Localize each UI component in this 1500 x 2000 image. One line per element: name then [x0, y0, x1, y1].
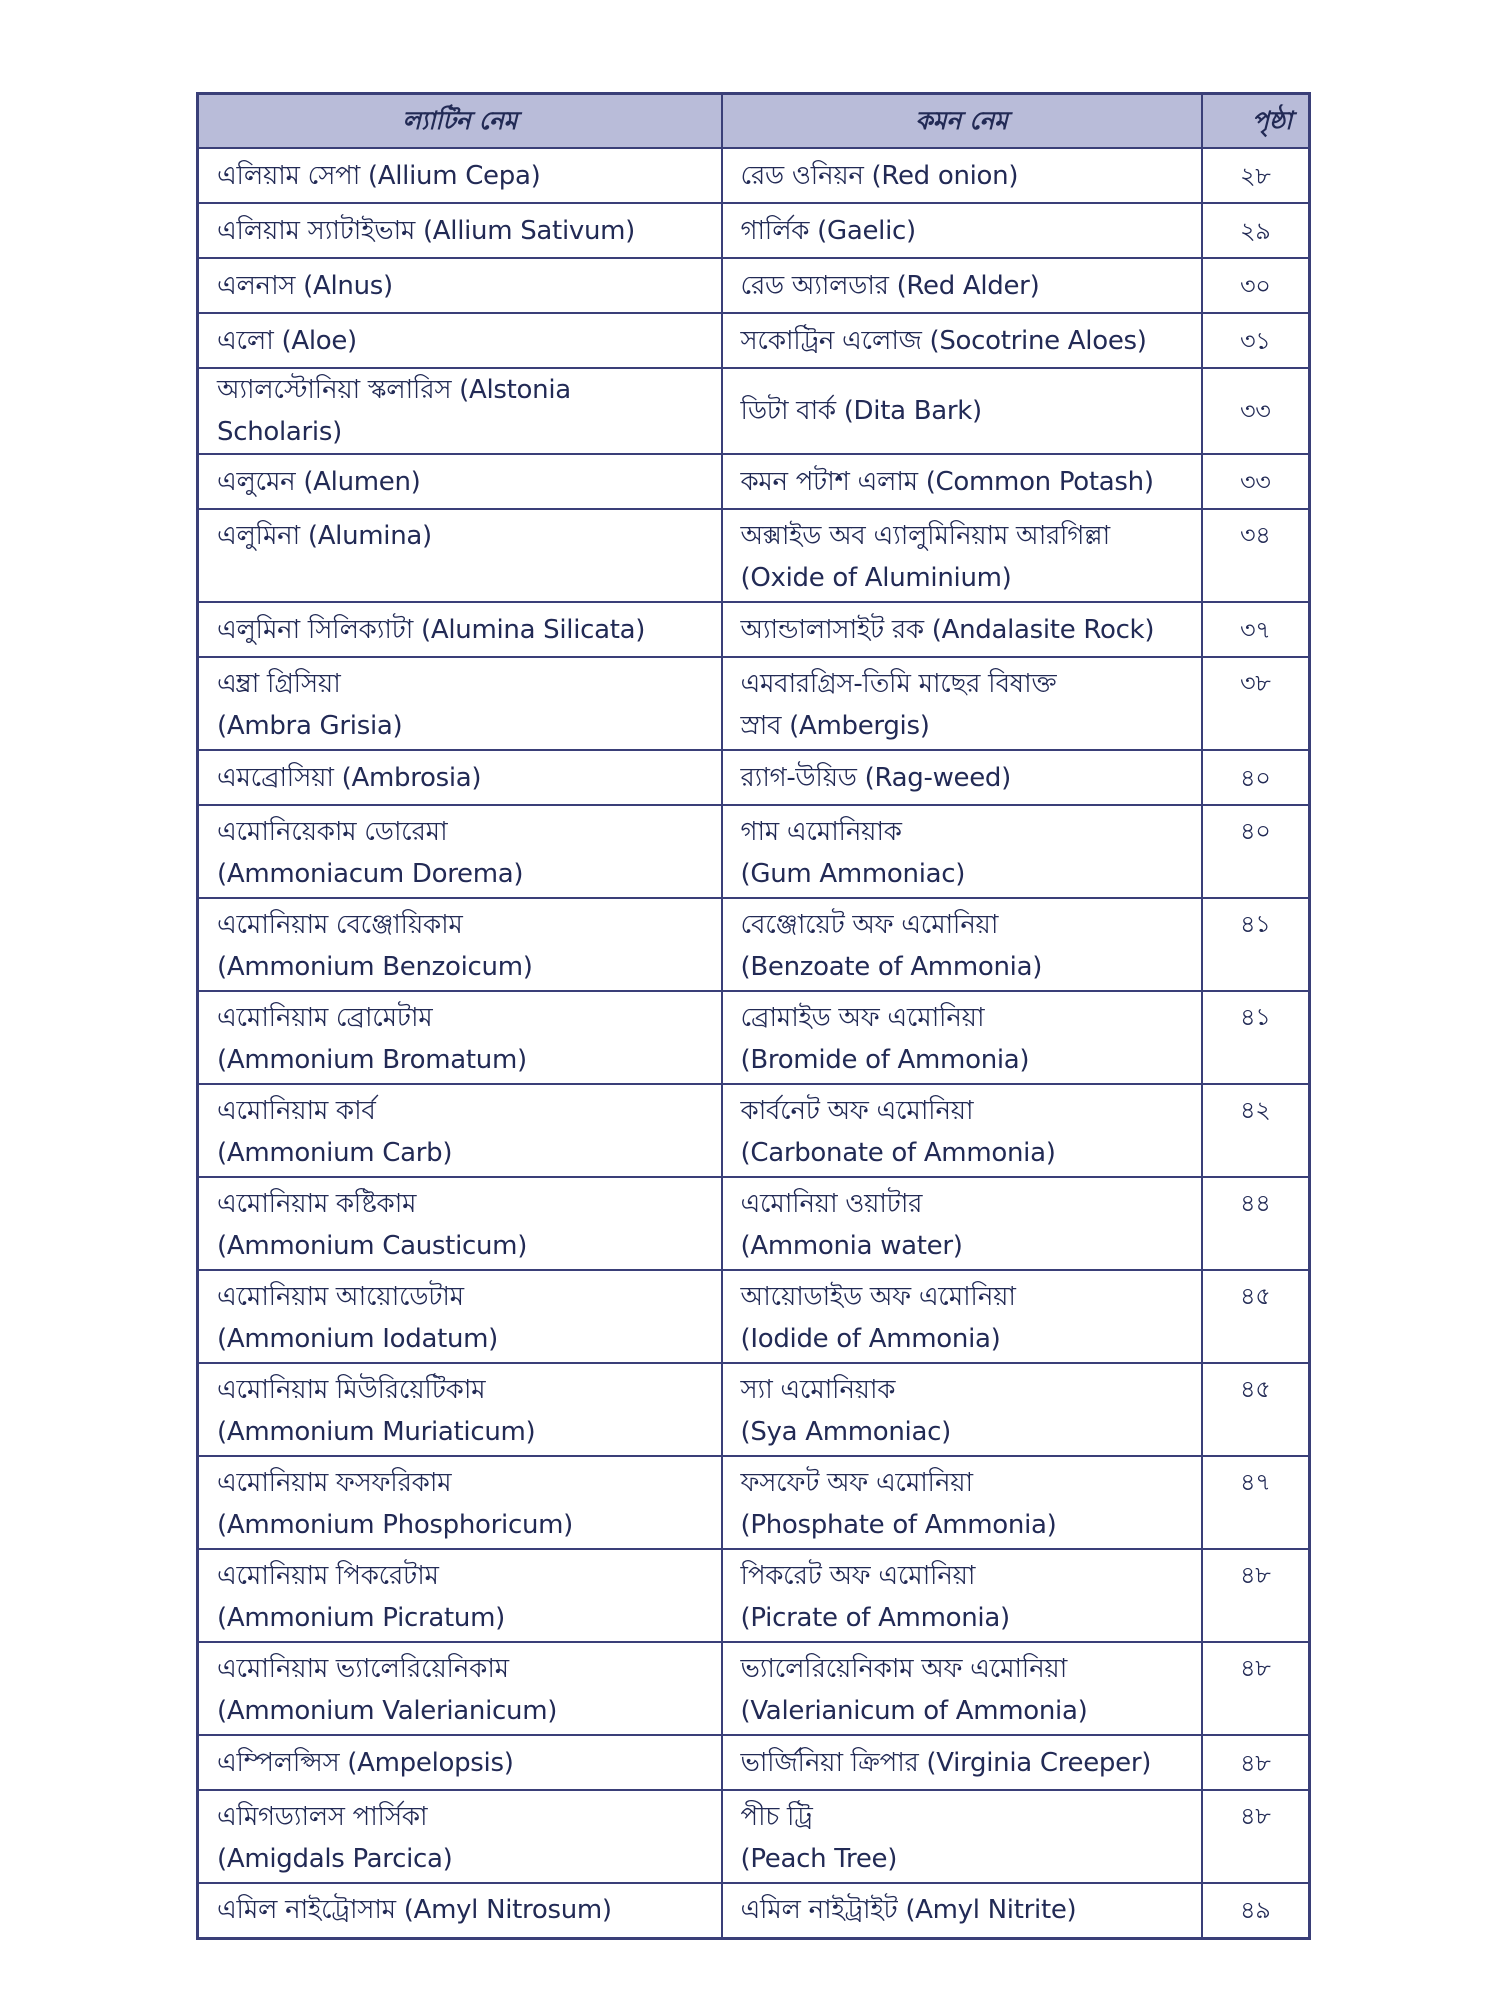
common-name-cell-line: বেঞ্জোয়েট অফ এমোনিয়া — [740, 910, 999, 940]
table-row — [198, 258, 1310, 313]
page-number-cell: ৩৭ — [1202, 602, 1310, 657]
latin-name-cell — [198, 1735, 722, 1790]
page-number-cell: ৩০ — [1202, 258, 1310, 313]
table-row — [198, 1456, 1310, 1549]
latin-name-cell — [198, 1549, 722, 1642]
table-row — [198, 1735, 1310, 1790]
common-name-cell-line: (Peach Tree) — [740, 1844, 898, 1874]
common-name-cell — [722, 1735, 1202, 1790]
common-name-cell — [722, 148, 1202, 203]
latin-name-cell — [198, 1270, 722, 1363]
latin-name-cell — [198, 1883, 722, 1938]
common-name-cell — [722, 1883, 1202, 1938]
latin-name-cell — [198, 898, 722, 991]
page-number-cell: ৪০ — [1202, 805, 1310, 898]
common-name-cell — [722, 203, 1202, 258]
latin-name-cell-line: এম্পিলপ্সিস (Ampelopsis) — [217, 1747, 514, 1778]
latin-name-cell-line: (Ambra Grisia) — [217, 711, 403, 741]
latin-name-cell-line: (Ammonium Iodatum) — [217, 1324, 499, 1354]
page-number-cell: ২৮ — [1202, 148, 1310, 203]
page-number-cell: ২৯ — [1202, 203, 1310, 258]
common-name-cell — [722, 509, 1202, 602]
latin-name-cell-line: এলনাস (Alnus) — [217, 270, 393, 301]
latin-name-cell-line: (Ammonium Valerianicum) — [217, 1696, 558, 1726]
latin-name-cell-line: এম্ব্রা গ্রিসিয়া — [217, 669, 341, 699]
page-number-cell: ৪০ — [1202, 750, 1310, 805]
common-name-cell-line: ভ্যালেরিয়েনিকাম অফ এমোনিয়া — [740, 1654, 1067, 1684]
page-number-cell: ৩৩ — [1202, 368, 1310, 454]
common-name-cell — [722, 1084, 1202, 1177]
common-name-cell — [722, 368, 1202, 454]
latin-name-cell-line: (Ammonium Muriaticum) — [217, 1417, 536, 1447]
common-name-cell-line: (Gum Ammoniac) — [740, 859, 966, 889]
common-name-cell-line: গাম এমোনিয়াক — [740, 817, 902, 847]
page-number-cell: ৪১ — [1202, 898, 1310, 991]
table-row — [198, 1084, 1310, 1177]
latin-name-cell-line: এলো (Aloe) — [217, 325, 357, 356]
latin-name-cell — [198, 148, 722, 203]
common-name-cell — [722, 1790, 1202, 1883]
common-name-cell — [722, 1456, 1202, 1549]
common-name-cell-line: (Ammonia water) — [740, 1231, 963, 1261]
common-name-cell-line: পিকরেট অফ এমোনিয়া — [740, 1561, 976, 1591]
common-name-cell — [722, 313, 1202, 368]
latin-name-cell — [198, 203, 722, 258]
common-name-cell-line: স্রাব (Ambergis) — [740, 711, 930, 741]
latin-name-cell — [198, 750, 722, 805]
latin-name-cell-line: এলুমিনা (Alumina) — [217, 521, 432, 551]
latin-name-cell — [198, 368, 722, 454]
latin-name-cell — [198, 1642, 722, 1735]
page-number-cell: ৪৫ — [1202, 1363, 1310, 1456]
page-number-cell: ৪২ — [1202, 1084, 1310, 1177]
common-name-cell-line: (Sya Ammoniac) — [740, 1417, 951, 1447]
common-name-cell-line: কার্বনেট অফ এমোনিয়া — [740, 1096, 974, 1126]
latin-name-cell-line: এমোনিয়াম ব্রোমেটাম — [217, 1003, 433, 1033]
latin-name-cell-line: এমোনিয়াম ভ্যালেরিয়েনিকাম — [217, 1654, 509, 1684]
common-name-cell-line: (Carbonate of Ammonia) — [740, 1138, 1056, 1168]
common-name-cell-line: পীচ ট্রি — [740, 1802, 813, 1832]
latin-name-cell-line: এমোনিয়াম আয়োডেটাম — [217, 1282, 464, 1312]
common-name-cell-line: (Valerianicum of Ammonia) — [740, 1696, 1088, 1726]
latin-name-cell-line: অ্যালস্টোনিয়া স্কলারিস (Alstonia Scholaris) — [217, 375, 571, 447]
latin-name-cell-line: (Ammonium Phosphoricum) — [217, 1510, 574, 1540]
table-row — [198, 1883, 1310, 1938]
latin-name-cell-line: (Ammonium Benzoicum) — [217, 952, 533, 982]
common-name-cell — [722, 454, 1202, 509]
header-page: পৃষ্ঠা — [1202, 94, 1310, 149]
table-row — [198, 1363, 1310, 1456]
table-row — [198, 657, 1310, 750]
latin-name-cell-line: (Ammonium Picratum) — [217, 1603, 505, 1633]
latin-name-cell — [198, 1456, 722, 1549]
latin-name-cell — [198, 1177, 722, 1270]
common-name-cell-line: (Benzoate of Ammonia) — [740, 952, 1043, 982]
latin-name-cell — [198, 454, 722, 509]
latin-name-cell-line: এলুমিনা সিলিক্যাটা (Alumina Silicata) — [217, 614, 646, 645]
common-name-cell-line: (Phosphate of Ammonia) — [740, 1510, 1057, 1540]
common-name-cell-line: এমোনিয়া ওয়াটার — [740, 1189, 923, 1219]
common-name-cell — [722, 1363, 1202, 1456]
common-name-cell — [722, 602, 1202, 657]
page-number-cell: ৪৮ — [1202, 1790, 1310, 1883]
common-name-cell-line: (Iodide of Ammonia) — [740, 1324, 1001, 1354]
page-number-cell: ৪৮ — [1202, 1735, 1310, 1790]
latin-name-cell — [198, 991, 722, 1084]
table-row — [198, 991, 1310, 1084]
page-number-cell: ৩১ — [1202, 313, 1310, 368]
common-name-cell-line: ব্রোমাইড অফ এমোনিয়া — [740, 1003, 985, 1033]
common-name-cell-line: আয়োডাইড অফ এমোনিয়া — [740, 1282, 1016, 1312]
common-name-cell-line: সকোট্রিন এলোজ (Socotrine Aloes) — [740, 325, 1147, 356]
common-name-cell — [722, 657, 1202, 750]
header-latin-name: ল্যাটিন নেম — [198, 94, 722, 149]
table-row — [198, 602, 1310, 657]
common-name-cell-line: (Oxide of Aluminium) — [740, 563, 1012, 593]
common-name-cell-line: অ্যান্ডালাসাইট রক (Andalasite Rock) — [740, 614, 1155, 645]
common-name-cell-line: রেড ওনিয়ন (Red onion) — [740, 160, 1019, 191]
latin-name-cell-line: (Ammoniacum Dorema) — [217, 859, 524, 889]
latin-name-cell-line: (Ammonium Carb) — [217, 1138, 453, 1168]
latin-name-cell — [198, 602, 722, 657]
table-row — [198, 454, 1310, 509]
table-row — [198, 1790, 1310, 1883]
common-name-cell — [722, 1177, 1202, 1270]
latin-name-cell-line: এমোনিয়াম বেঞ্জোয়িকাম — [217, 910, 463, 940]
latin-name-cell-line: এমোনিয়াম কষ্টিকাম — [217, 1189, 417, 1219]
latin-name-cell-line: (Ammonium Bromatum) — [217, 1045, 527, 1075]
common-name-cell — [722, 1642, 1202, 1735]
common-name-cell-line: ফসফেট অফ এমোনিয়া — [740, 1468, 973, 1498]
common-name-cell — [722, 991, 1202, 1084]
latin-name-cell — [198, 657, 722, 750]
latin-name-cell-line: (Ammonium Causticum) — [217, 1231, 528, 1261]
common-name-cell — [722, 1549, 1202, 1642]
page-number-cell: ৪৯ — [1202, 1883, 1310, 1938]
common-name-cell — [722, 1270, 1202, 1363]
common-name-cell-line: রেড অ্যালডার (Red Alder) — [740, 270, 1040, 301]
table-body — [198, 148, 1310, 1938]
page-number-cell: ৪৮ — [1202, 1549, 1310, 1642]
latin-name-cell-line: এমব্রোসিয়া (Ambrosia) — [217, 762, 482, 793]
latin-name-cell-line: এমিল নাইট্রোসাম (Amyl Nitrosum) — [217, 1895, 612, 1926]
common-name-cell — [722, 750, 1202, 805]
common-name-cell-line: কমন পটাশ এলাম (Common Potash) — [740, 466, 1154, 497]
latin-name-cell — [198, 509, 722, 602]
latin-name-cell — [198, 258, 722, 313]
table-row — [198, 148, 1310, 203]
common-name-cell-line: ভার্জিনিয়া ক্রিপার (Virginia Creeper) — [740, 1747, 1152, 1778]
page-number-cell: ৩৮ — [1202, 657, 1310, 750]
latin-name-cell-line: এমিগড্যালস পার্সিকা — [217, 1802, 428, 1832]
latin-name-cell-line: এমোনিয়াম পিকরেটাম — [217, 1561, 439, 1591]
latin-name-cell-line: এমোনিয়াম কার্ব — [217, 1096, 376, 1126]
table-row — [198, 203, 1310, 258]
page-number-cell: ৩৩ — [1202, 454, 1310, 509]
page-number-cell: ৪৪ — [1202, 1177, 1310, 1270]
latin-name-cell — [198, 313, 722, 368]
table-row — [198, 1549, 1310, 1642]
latin-name-cell-line: এমোনিয়াম মিউরিয়েটিকাম — [217, 1375, 486, 1405]
table-header-row — [198, 94, 1310, 149]
latin-name-cell-line: এলিয়াম স্যাটাইভাম (Allium Sativum) — [217, 215, 636, 246]
latin-name-cell-line: এলিয়াম সেপা (Allium Cepa) — [217, 160, 541, 191]
common-name-cell-line: গার্লিক (Gaelic) — [740, 215, 916, 246]
table-row — [198, 750, 1310, 805]
common-name-cell — [722, 805, 1202, 898]
latin-name-cell-line: এমোনিয়াম ফসফরিকাম — [217, 1468, 452, 1498]
table-row — [198, 509, 1310, 602]
common-name-cell-line: এমবারগ্রিস-তিমি মাছের বিষাক্ত — [740, 669, 1057, 699]
table-row — [198, 313, 1310, 368]
table-row — [198, 898, 1310, 991]
common-name-cell-line: অক্সাইড অব এ্যালুমিনিয়াম আরগিল্লা — [740, 521, 1110, 551]
common-name-cell-line: এমিল নাইট্রাইট (Amyl Nitrite) — [740, 1895, 1077, 1926]
page-number-cell: ৪১ — [1202, 991, 1310, 1084]
common-name-cell-line: ডিটা বার্ক (Dita Bark) — [740, 396, 982, 426]
table-row — [198, 1177, 1310, 1270]
table-row — [198, 805, 1310, 898]
table-row — [198, 1270, 1310, 1363]
page-number-cell: ৩৪ — [1202, 509, 1310, 602]
page-number-cell: ৪৭ — [1202, 1456, 1310, 1549]
header-common-name: কমন নেম — [722, 94, 1202, 149]
latin-name-cell — [198, 805, 722, 898]
latin-name-cell — [198, 1363, 722, 1456]
latin-name-cell — [198, 1790, 722, 1883]
latin-name-cell — [198, 1084, 722, 1177]
remedy-index-table — [196, 92, 1311, 1940]
latin-name-cell-line: এমোনিয়েকাম ডোরেমা — [217, 817, 448, 847]
latin-name-cell-line: (Amigdals Parcica) — [217, 1844, 453, 1874]
common-name-cell-line: স্যা এমোনিয়াক — [740, 1375, 896, 1405]
common-name-cell-line: (Bromide of Ammonia) — [740, 1045, 1030, 1075]
common-name-cell-line: (Picrate of Ammonia) — [740, 1603, 1010, 1633]
page-number-cell: ৪৮ — [1202, 1642, 1310, 1735]
page-number-cell: ৪৫ — [1202, 1270, 1310, 1363]
common-name-cell-line: র‍্যাগ-উয়িড (Rag-weed) — [740, 762, 1011, 793]
common-name-cell — [722, 898, 1202, 991]
latin-name-cell-line: এলুমেন (Alumen) — [217, 466, 421, 497]
common-name-cell — [722, 258, 1202, 313]
table-row — [198, 1642, 1310, 1735]
table-row — [198, 368, 1310, 454]
